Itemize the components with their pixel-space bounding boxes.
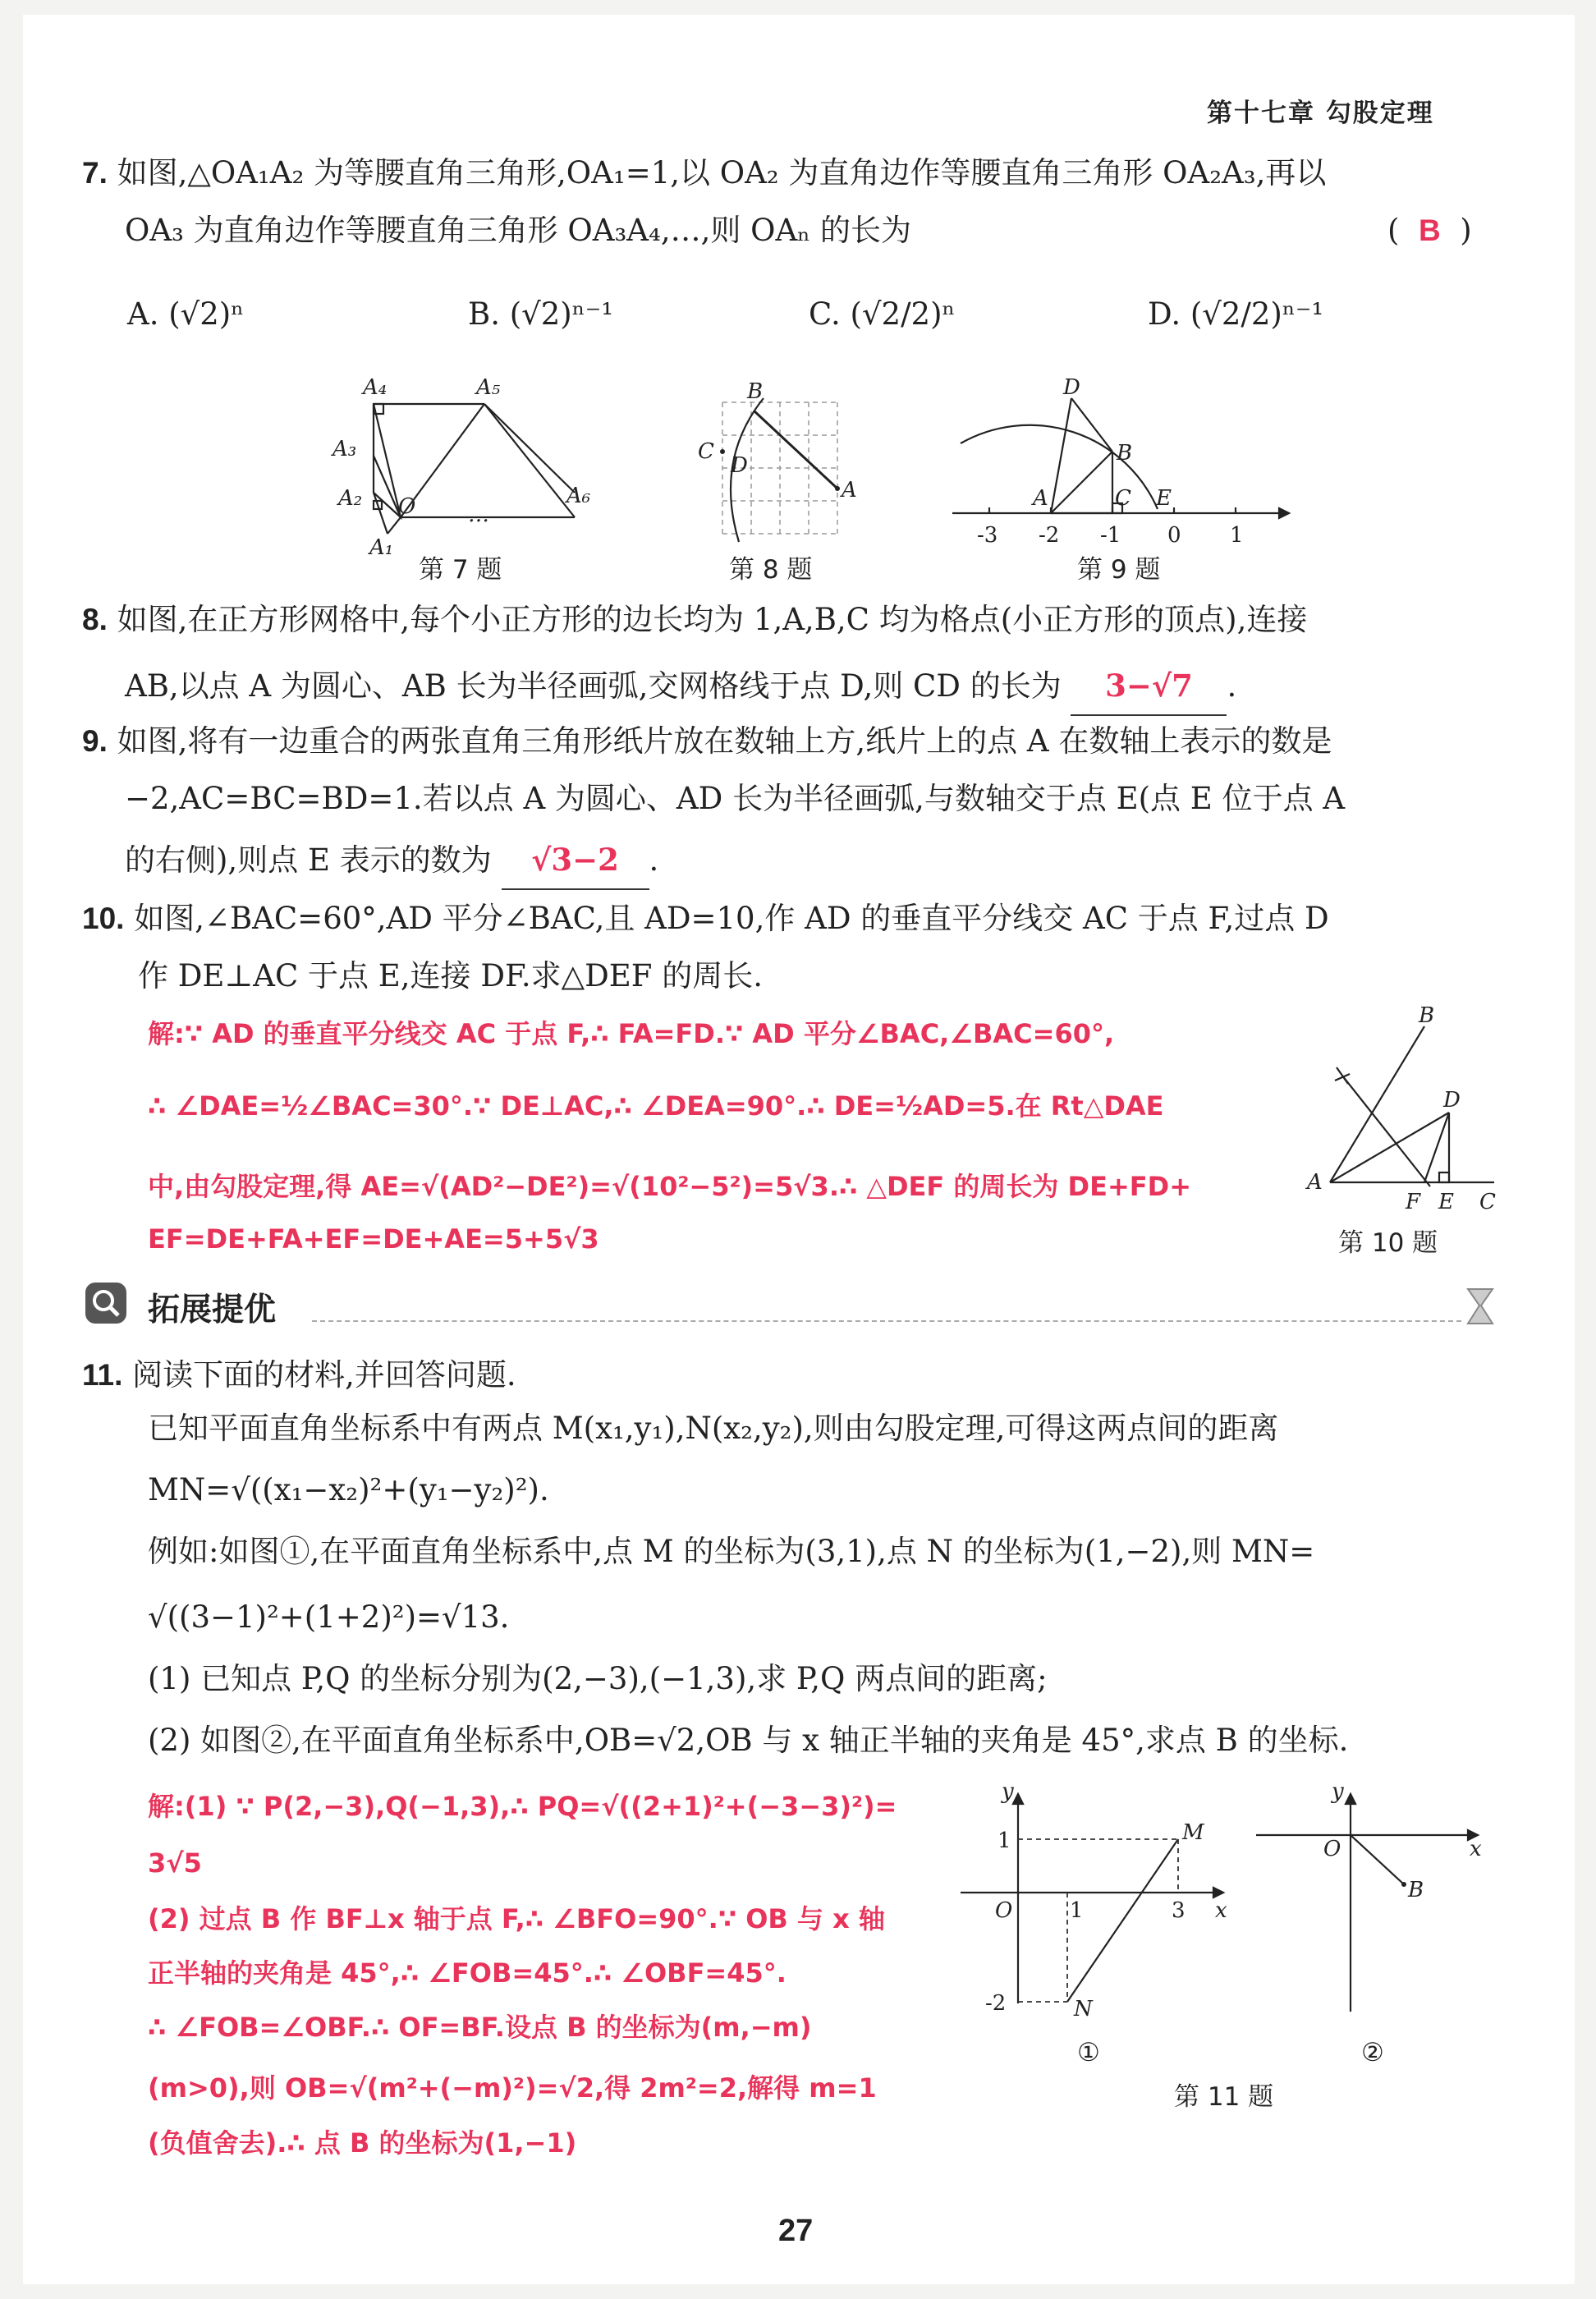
fig11-1-tick-3x: 3 xyxy=(1172,1898,1186,1923)
q11-line-intro xyxy=(82,1347,516,1404)
fig11-1-label-y: y xyxy=(1002,1779,1014,1804)
fig9-label-c: C xyxy=(1115,486,1131,511)
q10-line1 xyxy=(82,890,1329,948)
fig9-label-b: B xyxy=(1117,441,1133,466)
fig11-2-label-o: O xyxy=(1323,1837,1341,1861)
q7-option-c: C. (√2/2)ⁿ xyxy=(809,296,956,332)
fig9-label-e: E xyxy=(1156,486,1172,511)
hourglass-icon xyxy=(1461,1286,1499,1327)
fig7-label-dots: … xyxy=(468,502,489,527)
fig11-1-tick-1x: 1 xyxy=(1070,1898,1084,1923)
chapter-header: 第十七章 勾股定理 xyxy=(1207,99,1434,128)
fig11-1-label-x: x xyxy=(1215,1898,1227,1923)
q8-text-2: AB,以点 A 为圆心、AB 长为半径画弧,交网格线于点 D,则 CD 的长为 xyxy=(125,668,1062,704)
fig7-label-a1: A₁ xyxy=(369,535,394,560)
fig10-caption: 第 10 题 xyxy=(1338,1228,1438,1258)
q8-number: 8. xyxy=(82,603,108,636)
fig9-label-d: D xyxy=(1063,375,1080,400)
fig8-caption: 第 8 题 xyxy=(729,555,813,585)
q8-text-1: 如图,在正方形网格中,每个小正方形的边长均为 1,A,B,C 均为格点(小正方形的顶点),连接 xyxy=(117,602,1308,637)
fig7-label-o: O xyxy=(398,494,416,519)
fig8-label-b: B xyxy=(747,379,764,404)
q9-line1 xyxy=(82,713,1332,770)
fig11-2-label-x: x xyxy=(1470,1837,1482,1861)
page-number: 27 xyxy=(778,2214,814,2248)
fig11-1-label-n: N xyxy=(1074,1997,1093,2021)
q11-material-1: 已知平面直角坐标系中有两点 M(x₁,y₁),N(x₂,y₂),则由勾股定理,可得这两点间的距离 xyxy=(148,1411,1279,1446)
q7-line1 xyxy=(82,145,1326,202)
q7-option-a: A. (√2)ⁿ xyxy=(127,296,245,332)
fig11-1-tick-neg2: -2 xyxy=(985,1991,1007,2016)
q10-solution-3: 中,由勾股定理,得 AE=√(AD²−DE²)=√(10²−5²)=5√3.∴ △DEF 的周长为 DE+FD+ xyxy=(148,1171,1192,1202)
q8-line1 xyxy=(82,591,1307,649)
q11-part-2: (2) 如图②,在平面直角坐标系中,OB=√2,OB 与 x 轴正半轴的夹角是 45°,求点 B 的坐标. xyxy=(148,1723,1349,1758)
q7-option-b: B. (√2)ⁿ⁻¹ xyxy=(468,296,614,332)
q9-line3: 的右侧),则点 E 表示的数为 √3−2 . xyxy=(125,831,658,890)
q11-solution-1: 解:(1) ∵ P(2,−3),Q(−1,3),∴ PQ=√((2+1)²+(−3−3)²)= xyxy=(148,1791,897,1822)
q11-solution-5: ∴ ∠FOB=∠OBF.∴ OF=BF.设点 B 的坐标为(m,−m) xyxy=(148,2012,812,2043)
fig9-tick-1: 1 xyxy=(1230,523,1244,548)
q11-number: 11. xyxy=(82,1358,123,1392)
fig11-1-label-o: O xyxy=(995,1898,1013,1923)
section-title: 拓展提优 xyxy=(148,1292,277,1328)
fig9-tick-neg3: -3 xyxy=(977,523,998,548)
q11-part-1: (1) 已知点 P,Q 的坐标分别为(2,−3),(−1,3),求 P,Q 两点间的距离; xyxy=(148,1661,1048,1696)
q7-text-2: OA₃ 为直角边作等腰直角三角形 OA₃A₄,…,则 OAₙ 的长为 xyxy=(125,213,911,248)
q9-text-2: −2,AC=BC=BD=1.若以点 A 为圆心、AD 长为半径画弧,与数轴交于点 E(点 E 位于点 A xyxy=(125,781,1346,816)
q7-option-d: D. (√2/2)ⁿ⁻¹ xyxy=(1148,296,1324,332)
q9-text-1: 如图,将有一边重合的两张直角三角形纸片放在数轴上方,纸片上的点 A 在数轴上表示的数是 xyxy=(117,723,1332,759)
magnifier-icon xyxy=(84,1281,130,1327)
fig10-label-c: C xyxy=(1479,1190,1496,1214)
fig8-label-a: A xyxy=(842,478,857,502)
q10-number: 10. xyxy=(82,902,125,935)
fig9-tick-neg1: -1 xyxy=(1100,523,1121,548)
fig11-graph-2 xyxy=(1256,1794,1478,2012)
fig10-label-b: B xyxy=(1419,1003,1435,1028)
q10-text-2: 作 DE⊥AC 于点 E,连接 DF.求△DEF 的周长. xyxy=(138,958,763,993)
fig10-label-f: F xyxy=(1406,1190,1421,1214)
fig8-label-c: C xyxy=(698,439,714,464)
fig7-label-a5: A₅ xyxy=(476,375,501,400)
fig10-label-e: E xyxy=(1438,1190,1454,1214)
fig11-caption: 第 11 题 xyxy=(1174,2082,1274,2112)
q10-solution-4: EF=DE+FA+EF=DE+AE=5+5√3 xyxy=(148,1223,599,1255)
fig11-label-1: ① xyxy=(1077,2038,1100,2067)
q11-solution-7: (负值舍去).∴ 点 B 的坐标为(1,−1) xyxy=(148,2127,577,2159)
fig7-labels xyxy=(331,375,590,560)
q8-answer: 3−√7 xyxy=(1071,657,1227,716)
q10-solution-2: ∴ ∠DAE=½∠BAC=30°.∵ DE⊥AC,∴ ∠DEA=90°.∴ DE=½AD=5.在 Rt△DAE xyxy=(148,1090,1164,1122)
q9-number: 9. xyxy=(82,724,108,758)
q11-solution-3: (2) 过点 B 作 BF⊥x 轴于点 F,∴ ∠BFO=90°.∵ OB 与 x 轴 xyxy=(148,1903,885,1934)
fig7-label-a6: A₆ xyxy=(566,484,591,508)
fig9-tick-neg2: -2 xyxy=(1039,523,1060,548)
fig7-label-a3: A₃ xyxy=(332,437,357,461)
fig11-label-2: ② xyxy=(1361,2038,1384,2067)
fig11-2-label-b: B xyxy=(1408,1878,1424,1902)
fig11-2-label-y: y xyxy=(1332,1779,1344,1804)
q11-solution-4: 正半轴的夹角是 45°,∴ ∠FOB=45°.∴ ∠OBF=45°. xyxy=(148,1957,787,1989)
q11-solution-2: 3√5 xyxy=(148,1847,202,1879)
fig11-1-tick-1y: 1 xyxy=(998,1829,1011,1853)
fig8-label-d: D xyxy=(731,453,748,478)
q7-text-1: 如图,△OA₁A₂ 为等腰直角三角形,OA₁=1,以 OA₂ 为直角边作等腰直角三角形 OA₂A₃,再以 xyxy=(117,155,1327,190)
q9-answer: √3−2 xyxy=(502,831,649,890)
q9-text-3: 的右侧),则点 E 表示的数为 xyxy=(125,842,492,878)
fig10-label-d: D xyxy=(1443,1088,1461,1113)
fig7-label-a4: A₄ xyxy=(363,375,388,400)
fig7-label-a2: A₂ xyxy=(338,486,363,511)
q11-material-3: 例如:如图①,在平面直角坐标系中,点 M 的坐标为(3,1),点 N 的坐标为(1,−2),则 MN= xyxy=(148,1534,1315,1569)
fig9-label-a: A xyxy=(1033,486,1048,511)
q11-solution-6: (m>0),则 OB=√(m²+(−m)²)=√2,得 2m²=2,解得 m=1 xyxy=(148,2072,877,2104)
q10-solution-1: 解:∵ AD 的垂直平分线交 AC 于点 F,∴ FA=FD.∵ AD 平分∠BAC,∠BAC=60°, xyxy=(148,1018,1115,1049)
q11-intro: 阅读下面的材料,并回答问题. xyxy=(132,1357,516,1393)
q8-line2: AB,以点 A 为圆心、AB 长为半径画弧,交网格线于点 D,则 CD 的长为 3−√7 . xyxy=(125,657,1236,716)
figure-11 xyxy=(952,1774,1511,2044)
figure-10 xyxy=(1297,1002,1511,1215)
fig7-caption: 第 7 题 xyxy=(419,555,502,585)
q7-answer-paren: ( B ) xyxy=(1387,213,1472,248)
section-divider xyxy=(312,1320,1461,1322)
fig11-1-label-m: M xyxy=(1182,1820,1204,1845)
fig9-labels xyxy=(977,375,1244,548)
q7-answer: B xyxy=(1418,213,1441,247)
q11-material-2: MN=√((x₁−x₂)²+(y₁−y₂)²). xyxy=(148,1472,549,1507)
fig9-tick-0: 0 xyxy=(1167,523,1181,548)
fig10-label-a: A xyxy=(1307,1170,1323,1195)
fig9-caption: 第 9 题 xyxy=(1077,555,1161,585)
q11-material-4: √((3−1)²+(1+2)²)=√13. xyxy=(148,1599,510,1635)
q7-number: 7. xyxy=(82,156,108,190)
q10-text-1: 如图,∠BAC=60°,AD 平分∠BAC,且 AD=10,作 AD 的垂直平分线交 AC 于点 F,过点 D xyxy=(134,901,1329,936)
